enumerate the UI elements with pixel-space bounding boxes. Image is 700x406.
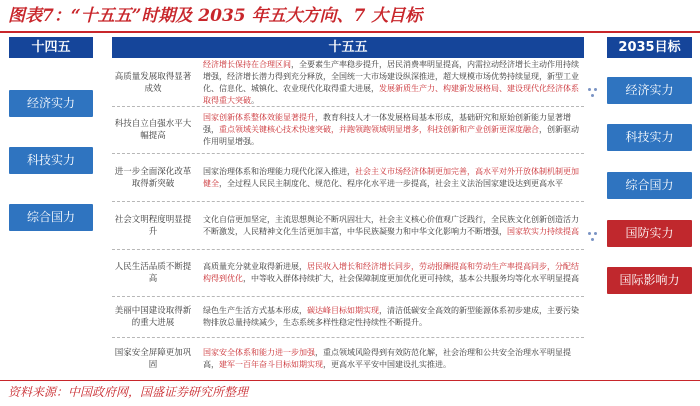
row-label: 高质量发展取得显著成效 (114, 72, 192, 94)
title-divider (0, 31, 700, 33)
body-text: 。 (251, 96, 259, 105)
connector-dots (588, 88, 602, 104)
row-description (203, 250, 584, 296)
left-box-economic-strength: 经济实力 (9, 90, 93, 117)
highlight-text: 发展新质生产力、构建新发展格局、建设现代化经济体系取得重大突破 (203, 84, 579, 105)
goal-row (112, 296, 584, 337)
right-box-national-strength: 综合国力 (607, 172, 692, 199)
row-description (203, 154, 584, 201)
body-text: ，全过程人民民主制度化、规范化、程序化水平进一步提高，社会主义法治国家建设达到更高水平 (219, 178, 563, 188)
row-label: 国家安全屏障更加巩固 (114, 347, 192, 370)
row-label: 美丽中国建设取得新的重大进展 (114, 306, 192, 328)
highlight-text: 国家安全体系和能力进一步加强 (203, 347, 315, 357)
header-2035-goals: 2035目标 (607, 37, 692, 58)
body-text: ，重点领域风险得到有效防范化解，社会治理和公共安全治理水平明显提高， (203, 347, 571, 369)
row-label: 人民生活品质不断提高 (114, 262, 192, 284)
goal-row (112, 249, 584, 296)
goal-row (112, 153, 584, 201)
body-text: 国家治理体系和治理能力现代化深入推进， (203, 166, 355, 176)
highlight-text: 居民收入增长和经济增长同步，劳动报酬提高和劳动生产率提高同步，分配结构得到优化 (203, 262, 579, 283)
body-text: ，中等收入群体持续扩大，社会保障制度更加优化更可持续，基本公共服务均等化水平明显提高 (243, 274, 579, 283)
source-note: 资料来源：中国政府网，国盛证券研究所整理 (8, 385, 249, 399)
body-text: 绿色生产生活方式基本形成， (203, 306, 307, 315)
highlight-text: 碳达峰目标如期实现 (307, 306, 379, 315)
row-description (203, 61, 584, 105)
goal-row (112, 337, 584, 379)
row-label: 社会文明程度明显提升 (114, 214, 192, 237)
highlight-text: 经济增长保持在合理区间 (203, 60, 291, 69)
body-text: 高质量充分就业取得新进展， (203, 262, 307, 271)
figure-title: 图表7：“十五五”时期及 2035 年五大方向、7 大目标 (8, 6, 423, 26)
row-description (203, 297, 584, 337)
right-box-economic-strength: 经济实力 (607, 77, 692, 104)
highlight-text: 社会主义市场经济体制更加完善，高水平对外开放体制机制更加健全 (203, 166, 579, 188)
row-label: 进一步全面深化改革取得新突破 (114, 166, 192, 189)
right-box-defense-strength: 国防实力 (607, 220, 692, 247)
highlight-text: 重点领域关键核心技术快速突破，并跑领跑领域明显增多，科技创新和产业创新更深度融合 (219, 125, 539, 134)
highlight-text: 建军一百年奋斗目标如期实现 (219, 359, 323, 369)
highlight-text: 国家软实力持续提高 (507, 226, 579, 236)
body-text: ，清洁低碳安全高效的新型能源体系初步建成，主要污染物排放总量持续减少，生态系统多样性稳定性持续性不断提升。 (203, 306, 579, 327)
header-14th-plan: 十四五 (9, 37, 93, 58)
header-15th-plan: 十五五 (112, 37, 584, 58)
goal-row (112, 61, 584, 105)
left-box-national-strength: 综合国力 (9, 204, 93, 231)
row-description (203, 338, 584, 379)
left-box-tech-strength: 科技实力 (9, 147, 93, 174)
row-label: 科技自立自强水平大幅提高 (114, 119, 192, 141)
body-text: ，教育科技人才一体发展格局基本形成，基础研究和原始创新能力显著增强， (203, 113, 571, 134)
body-text: ，创新驱动作用明显增强。 (203, 125, 579, 146)
body-text: 文化自信更加坚定，主流思想舆论不断巩固壮大，社会主义核心价值观广泛践行，全民族文化创新创造活力不断激发，人民精神文化生活更加丰富，中华民族凝聚力和中华文化影响力不断增强， (203, 214, 579, 236)
connector-dots (588, 232, 602, 248)
goal-row (112, 201, 584, 249)
footer-divider (0, 380, 700, 381)
row-description (203, 202, 584, 249)
body-text: ，全要素生产率稳步提升，居民消费率明显提高，内需拉动经济增长主动作用持续增强，经济增长潜力得到充分释放，全国统一大市场建设纵深推进，超大规模市场优势持续显现，新型工业化、信息化、城镇化、农业现代化取得重大进展， (203, 60, 579, 93)
highlight-text: 国家创新体系整体效能显著提升 (203, 113, 315, 122)
row-description (203, 107, 584, 153)
body-text: ，更高水平平安中国建设扎实推进。 (323, 359, 451, 369)
right-box-international-influence: 国际影响力 (607, 267, 692, 294)
right-box-tech-strength: 科技实力 (607, 124, 692, 151)
goal-row (112, 106, 584, 153)
